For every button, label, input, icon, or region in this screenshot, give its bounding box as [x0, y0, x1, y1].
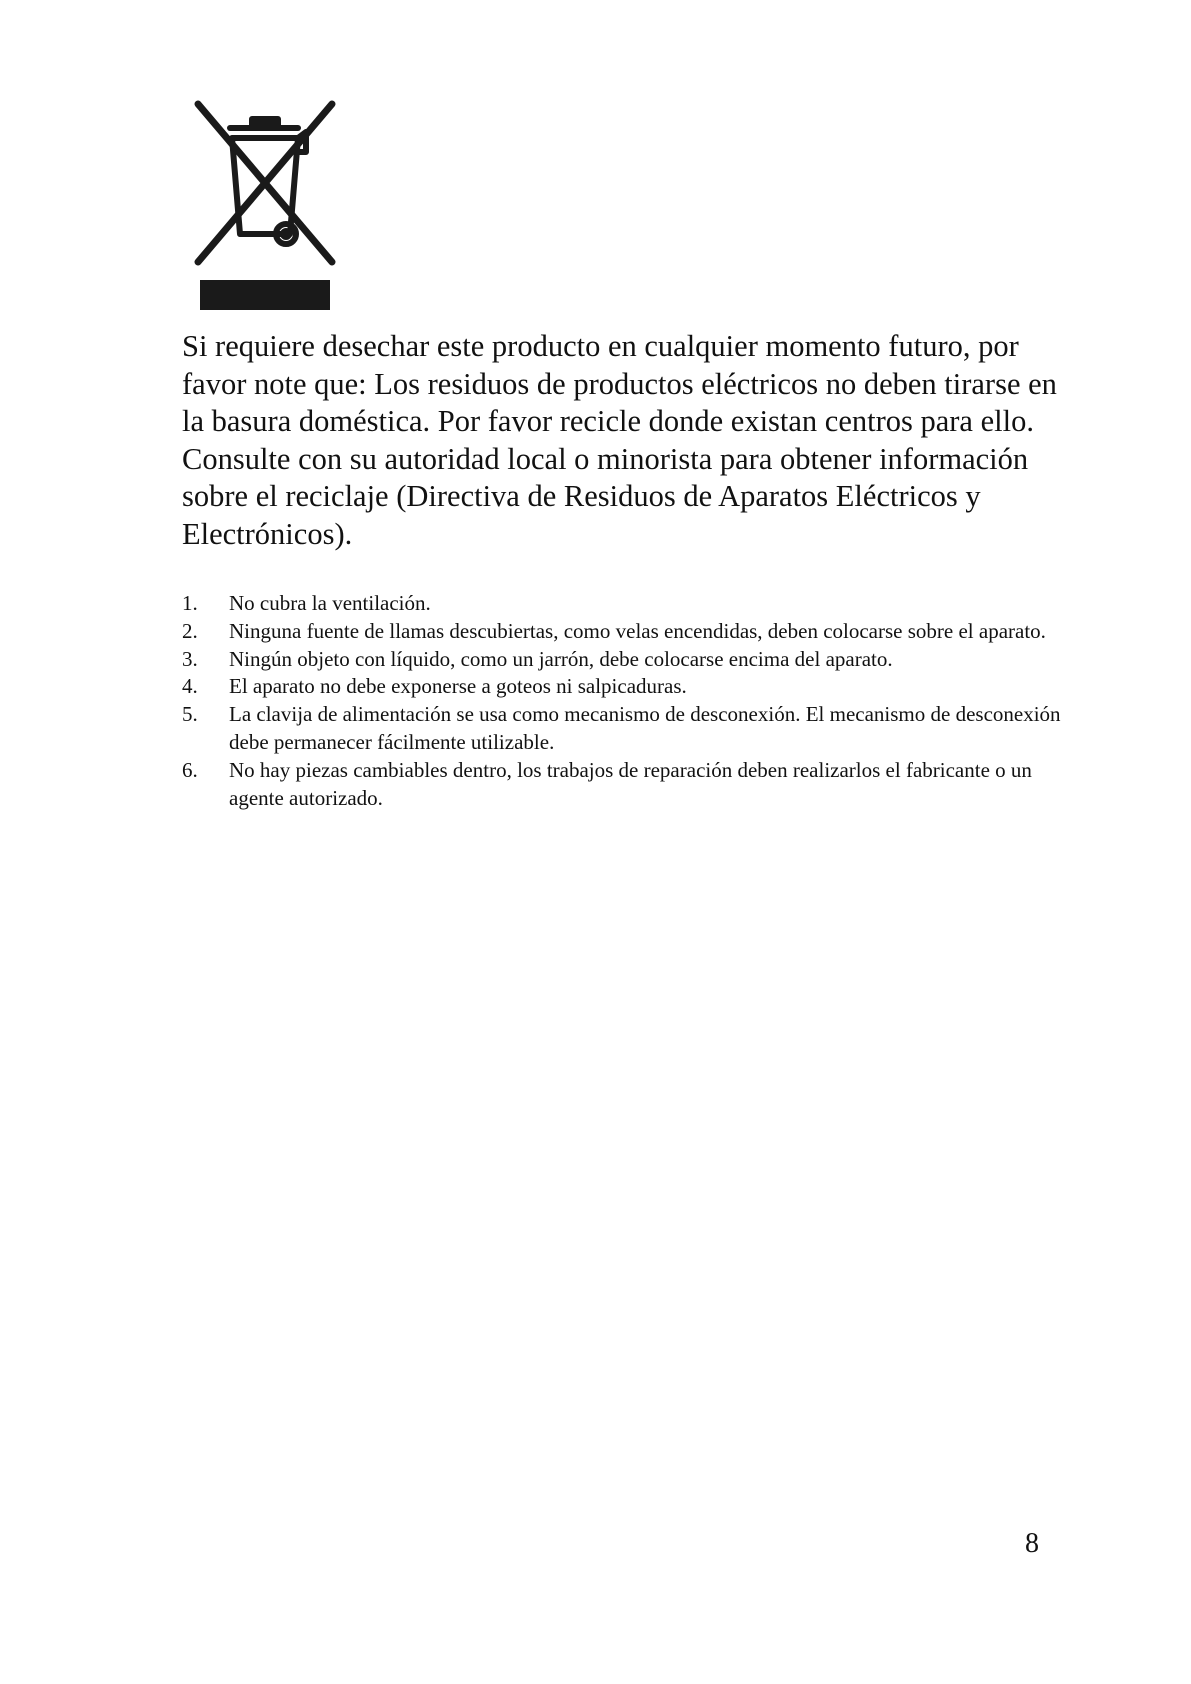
list-item-number: 2. — [182, 618, 198, 643]
list-item-text: El aparato no debe exponerse a goteos ni salpicaduras. — [229, 674, 687, 699]
list-item-number: 1. — [182, 591, 198, 615]
list-item-number: 5. — [182, 702, 198, 727]
list-item — [182, 673, 1062, 701]
list-item — [182, 590, 1062, 618]
list-item — [182, 618, 1062, 646]
disposal-notice-paragraph: Si requiere desechar este producto en cualquier momento futuro, por favor note que: Los residuos de productos eléctricos no deben tirarse en la basura doméstica. Por favor recicle donde existan centros para ello. Consulte con su autoridad local o minorista para obtener información sobre el reciclaje (Directiva de Residuos de Aparatos Eléctricos y Electrónicos). — [182, 329, 1057, 551]
list-item-number: 3. — [182, 646, 198, 671]
list-item — [182, 646, 1062, 674]
safety-instructions-list — [182, 590, 1062, 812]
list-item-text: Ningún objeto con líquido, como un jarrón, debe colocarse encima del aparato. — [229, 646, 893, 671]
list-item-text: No cubra la ventilación. — [229, 591, 431, 615]
list-item-number: 4. — [182, 674, 198, 699]
list-item — [182, 757, 1062, 813]
list-item-number: 6. — [182, 757, 198, 782]
page-number: 8 — [1025, 1528, 1039, 1559]
list-item — [182, 701, 1062, 757]
list-item-text: Ninguna fuente de llamas descubiertas, como velas encendidas, deben colocarse sobre el aparato. — [229, 618, 1046, 643]
list-item-text: La clavija de alimentación se usa como mecanismo de desconexión. El mecanismo de desconexión debe permanecer fácilmente utilizable. — [229, 702, 1061, 754]
crossed-out-wheelie-bin-icon — [190, 92, 340, 322]
list-item-text: No hay piezas cambiables dentro, los trabajos de reparación deben realizarlos el fabricante o un agente autorizado. — [229, 757, 1032, 810]
